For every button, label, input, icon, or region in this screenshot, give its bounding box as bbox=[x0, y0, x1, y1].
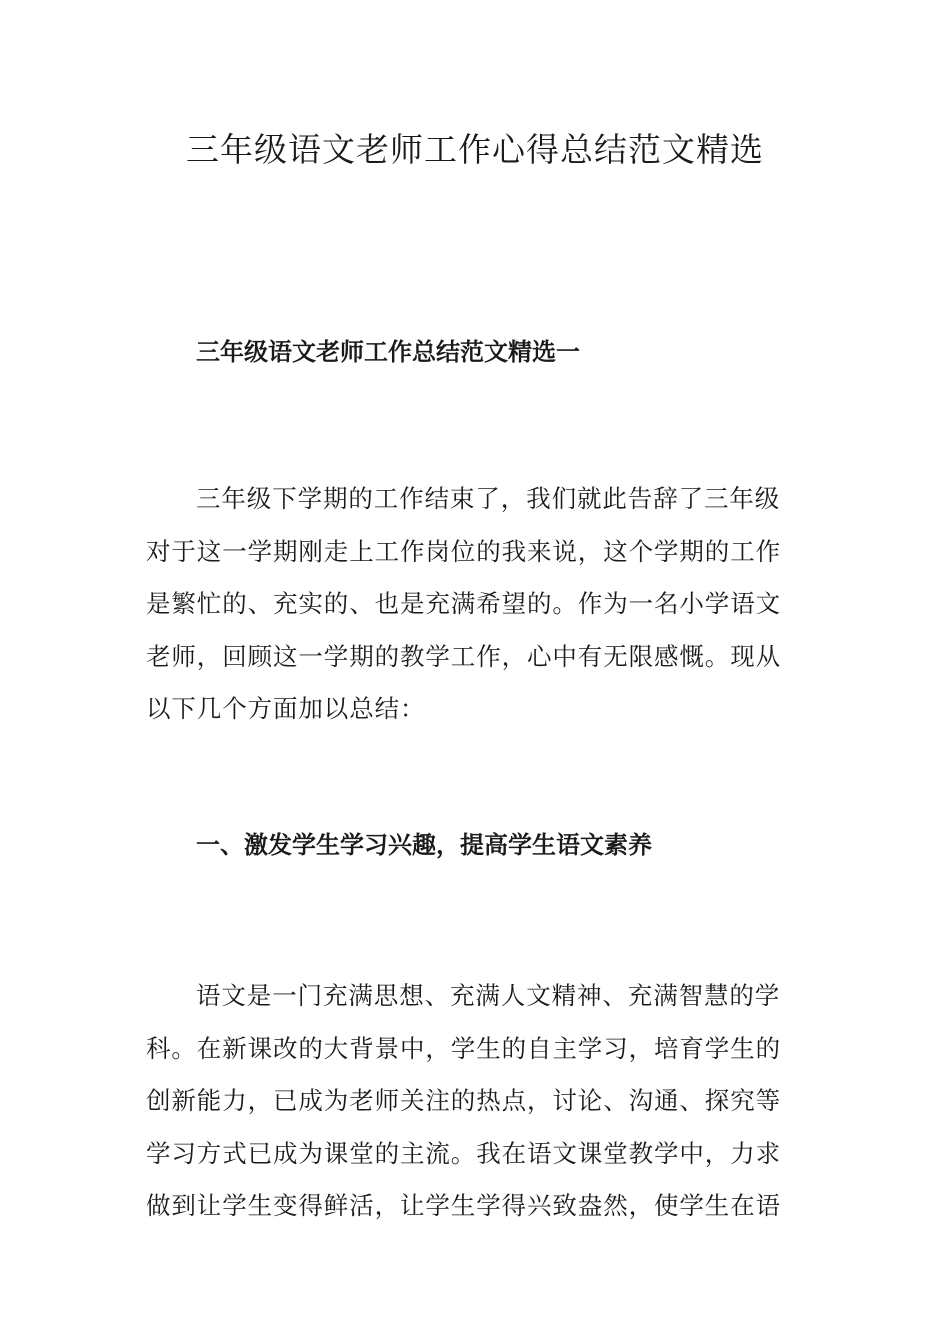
paragraph-line: 科。在新课改的大背景中，学生的自主学习，培育学生的 bbox=[146, 1033, 781, 1063]
paragraph-2 bbox=[146, 979, 806, 1242]
paragraph-line: 是繁忙的、充实的、也是充满希望的。作为一名小学语文 bbox=[146, 589, 781, 618]
paragraph-1 bbox=[146, 482, 806, 745]
paragraph-line: 三年级下学期的工作结束了，我们就此告辞了三年级 bbox=[196, 484, 781, 513]
paragraph-line: 创新能力，已成为老师关注的热点，讨论、沟通、探究等 bbox=[146, 1086, 781, 1115]
paragraph-line: 做到让学生变得鲜活，让学生学得兴致盎然，使学生在语 bbox=[146, 1191, 781, 1220]
paragraph-line: 以下几个方面加以总结： bbox=[146, 694, 426, 723]
paragraph-line: 学习方式已成为课堂的主流。我在语文课堂教学中，力求 bbox=[146, 1138, 781, 1168]
section-heading-1: 三年级语文老师工作总结范文精选一 bbox=[196, 337, 580, 366]
document-title: 三年级语文老师工作心得总结范文精选 bbox=[186, 130, 764, 169]
paragraph-line: 老师，回顾这一学期的教学工作，心中有无限感慨。现从 bbox=[146, 641, 781, 671]
paragraph-line: 对于这一学期刚走上工作岗位的我来说，这个学期的工作 bbox=[146, 536, 781, 566]
paragraph-line: 语文是一门充满思想、充满人文精神、充满智慧的学 bbox=[196, 981, 781, 1010]
section-heading-2: 一、激发学生学习兴趣，提高学生语文素养 bbox=[196, 830, 652, 859]
